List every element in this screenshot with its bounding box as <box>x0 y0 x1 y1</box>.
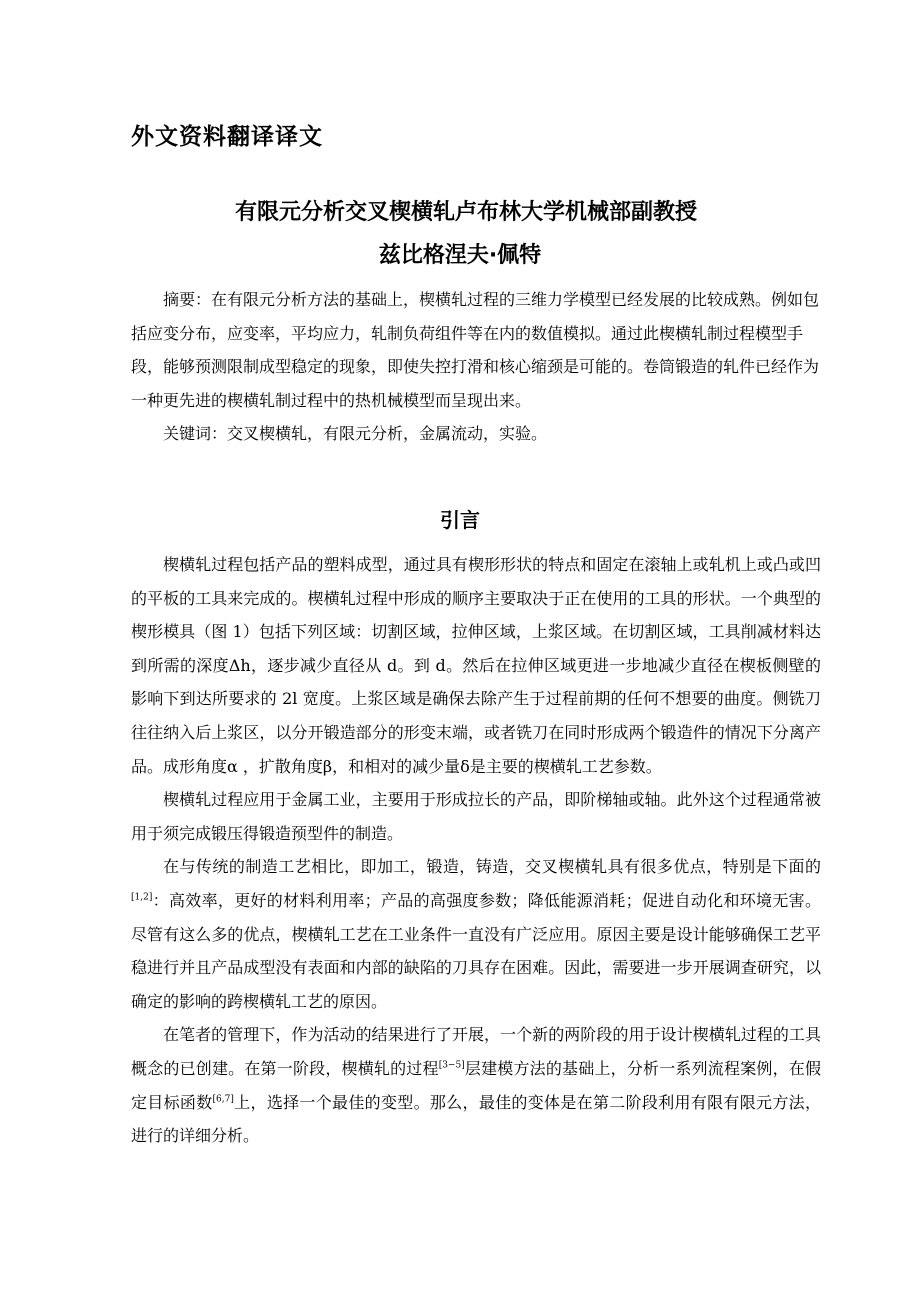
introduction-body <box>131 548 821 1153</box>
document-header: 外文资料翻译译文 <box>131 124 323 150</box>
keywords-label: 关键词： <box>163 424 228 444</box>
paragraph-4-text-b: 层建模方法的基础上，分析一系列流程案例，在假定目标函数 <box>131 1058 821 1112</box>
keywords-text: 交叉楔横轧，有限元分析，金属流动，实验。 <box>227 424 548 444</box>
body-paragraph-3 <box>131 850 821 1018</box>
section-heading-introduction: 引言 <box>440 508 480 532</box>
paper-title: 有限元分析交叉楔横轧卢布林大学机械部副教授 <box>234 200 697 225</box>
body-paragraph-2: 楔横轧过程应用于金属工业，主要用于形成拉长的产品，即阶梯轴或轴。此外这个过程通常被用于须完成锻压得锻造预型件的制造。 <box>131 790 821 843</box>
abstract-section <box>131 283 821 451</box>
paragraph-3-text-a: 在与传统的制造工艺相比，即加工，锻造，铸造，交叉楔横轧具有很多优点，特别是下面的 <box>163 857 821 877</box>
body-paragraph-1: 楔横轧过程包括产品的塑料成型，通过具有楔形形状的特点和固定在滚轴上或轧机上或凸或凹的平板的工具来完成的。楔横轧过程中形成的顺序主要取决于正在使用的工具的形状。一个典型的楔形模具（图 1）包括下列区域：切割区域，拉伸区域，上浆区域。在切割区域，工具削减材料达到所需的深度Δh，逐步减少直径从 d。到 d。然后在拉伸区域更进一步地减少直径在楔板侧壁的影响下到达所要求的 2l 宽度。上浆区域是确保去除产生于过程前期的任何不想要的曲度。侧铣刀往往纳入后上浆区，以分开锻造部分的形变末端，或者铣刀在同时形成两个锻造件的情况下分离产品。成形角度α ，扩散角度β，和相对的减少量δ是主要的楔横轧工艺参数。 <box>131 555 821 776</box>
citation-ref: [3−5] <box>438 1060 465 1071</box>
citation-ref: [6,7] <box>212 1094 234 1105</box>
keywords-paragraph <box>131 417 821 451</box>
citation-ref: [1,2] <box>131 892 153 903</box>
paragraph-3-text-b: ：高效率，更好的材料利用率；产品的高强度参数；降低能源消耗；促进自动化和环境无害。尽管有这么多的优点，楔横轧工艺在工业条件一直没有广泛应用。原因主要是设计能够确保工艺平稳进行并且产品成型没有表面和内部的缺陷的刀具存在困难。因此，需要进一步开展调查研究，以确定的影响的跨楔横轧工艺的原因。 <box>131 890 821 1011</box>
paragraph-4-text-a: 在笔者的管理下，作为活动的结果进行了开展，一个新的两阶段的用于设计楔横轧过程的工具概念的已创建。在第一阶段，楔横轧的过程 <box>131 1025 821 1078</box>
paper-author: 兹比格涅夫·佩特 <box>378 243 542 268</box>
abstract-label: 摘要： <box>163 290 212 309</box>
abstract-paragraph <box>131 283 821 417</box>
paragraph-4-text-c: 上，选择一个最佳的变型。那么，最佳的变体是在第二阶段利用有限有限元方法，进行的详细分析。 <box>131 1092 821 1146</box>
abstract-text: 在有限元分析方法的基础上，楔横轧过程的三维力学模型已经发展的比较成熟。例如包括应变分布，应变率，平均应力，轧制负荷组件等在内的数值模拟。通过此楔横轧制过程模型手段，能够预测限制成型稳定的现象，即使失控打滑和核心缩颈是可能的。卷筒锻造的轧件已经作为一种更先进的楔横轧制过程中的热机械模型而呈现出来。 <box>131 290 820 410</box>
body-paragraph-4 <box>131 1018 821 1152</box>
